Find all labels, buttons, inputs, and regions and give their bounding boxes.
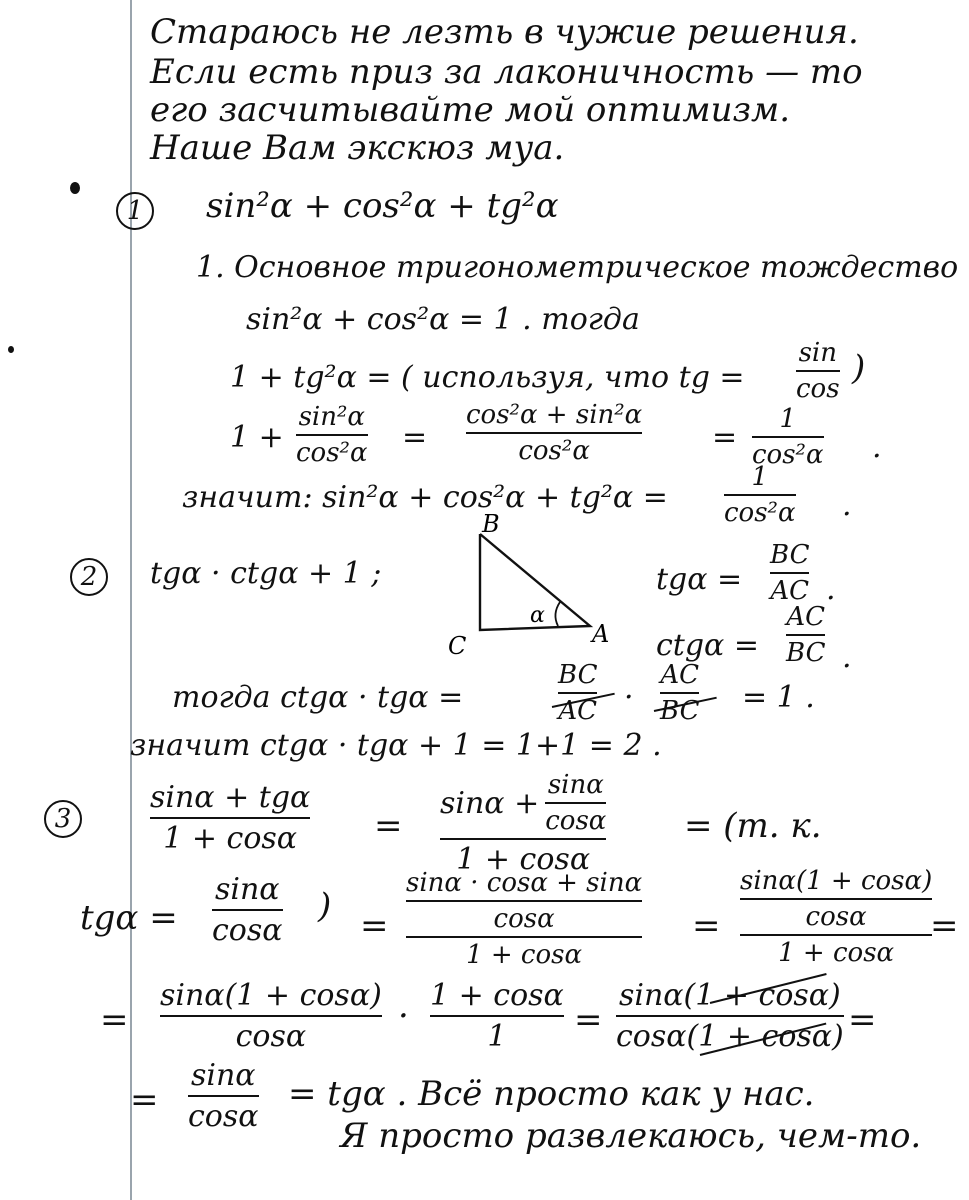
problem-3-marker: 3 xyxy=(44,800,82,838)
inner-denominator: cosα xyxy=(805,902,867,932)
inner-numerator: sinα(1 + cosα) xyxy=(740,866,933,896)
inner-fraction-bar xyxy=(740,898,932,900)
vertex-label-b: B xyxy=(482,510,500,538)
intro-line-2: Если есть приз за лаконичность — то xyxy=(150,52,863,92)
equals-sign: = xyxy=(848,1000,877,1040)
fraction-numerator: sinα xyxy=(214,872,280,907)
problem-2-ctg-def: ctgα = xyxy=(656,628,759,663)
problem-1-step2-left: 1 + xyxy=(230,420,284,455)
fraction-numerator: AC xyxy=(786,602,826,632)
problem-3-r2 xyxy=(406,868,642,970)
problem-1-tg-close: ) xyxy=(852,348,866,388)
fraction-bar xyxy=(786,634,825,636)
fraction-bar xyxy=(212,909,283,911)
intro-line-4: Наше Вам экскюз муа. xyxy=(150,128,565,168)
bullet-dot xyxy=(70,182,80,194)
angle-arc xyxy=(555,602,560,626)
numerator-term: sinα + xyxy=(440,785,540,821)
problem-2-then: тогда ctgα · tgα = xyxy=(172,680,464,715)
fraction-denominator: cos²α xyxy=(518,436,590,466)
multiply-dot: · xyxy=(398,996,409,1036)
problem-2-conclusion: значит ctgα · tgα + 1 = 1+1 = 2 . xyxy=(130,728,662,763)
fraction-numerator: AC xyxy=(660,660,700,690)
fraction-bar xyxy=(558,692,597,694)
fraction-denominator: BC xyxy=(660,696,700,726)
stray-dot xyxy=(8,346,14,353)
equals-sign: = xyxy=(712,420,738,455)
inner-fraction-bar xyxy=(406,900,642,902)
problem-2-tg-frac xyxy=(770,540,809,606)
fraction-bar xyxy=(616,1015,844,1017)
fraction-denominator: AC xyxy=(558,696,598,726)
problem-3-tg-def-close: ) xyxy=(318,886,332,926)
problem-3-tg-def: tgα = xyxy=(80,898,178,938)
fraction-bar xyxy=(752,436,824,438)
fraction-numerator: BC xyxy=(770,540,810,570)
period: . xyxy=(826,572,836,607)
fraction-bar xyxy=(770,572,809,574)
fraction-bar xyxy=(440,838,606,840)
problem-2-expression: tgα · ctgα + 1 ; xyxy=(150,556,382,591)
fraction-numerator: 1 xyxy=(751,462,769,492)
fraction-numerator: 1 + cosα xyxy=(430,978,564,1013)
problem-1-marker: 1 xyxy=(116,192,154,230)
fraction-bar xyxy=(406,936,642,938)
problem-1-conclusion-frac xyxy=(724,462,796,528)
nested-fraction xyxy=(545,770,606,836)
problem-1-expression: sin²α + cos²α + tg²α xyxy=(206,186,559,226)
fraction-numerator: sinα + tgα xyxy=(150,780,311,815)
fraction-denominator: cosα xyxy=(545,806,607,836)
problem-3-final: = tgα . Всё просто как у нас. xyxy=(288,1074,815,1114)
fraction-denominator: cos²α xyxy=(724,498,796,528)
equals-sign: = xyxy=(100,1000,129,1040)
period: . xyxy=(872,430,882,465)
fraction-numerator: sinα xyxy=(547,770,604,800)
fraction-numerator: sinα(1 + cosα) xyxy=(160,978,382,1013)
fraction-denominator: cosα xyxy=(212,913,283,948)
fraction-numerator: 1 xyxy=(779,404,797,434)
right-triangle-diagram xyxy=(440,510,630,660)
fraction-denominator: cos²α xyxy=(296,438,368,468)
fraction-denominator: 1 + cosα xyxy=(163,821,298,856)
problem-3-r1-tail: = (т. к. xyxy=(684,806,822,846)
period: . xyxy=(842,488,852,523)
fraction-denominator: BC xyxy=(786,638,826,668)
fraction-numerator xyxy=(740,866,932,932)
period: . xyxy=(842,640,852,675)
fraction-numerator: sin²α xyxy=(298,402,365,432)
fraction-denominator: cosα xyxy=(188,1099,259,1134)
problem-3-l4-frac3 xyxy=(616,978,844,1054)
multiply-dot: · xyxy=(624,680,634,715)
fraction-numerator: sinα xyxy=(190,1058,256,1093)
equals-sign: = xyxy=(360,906,389,946)
problem-1-tg-line: 1 + tg²α = ( используя, что tg = xyxy=(230,360,745,395)
fraction-denominator: cosα(1 + cosα) xyxy=(616,1019,844,1054)
fraction-bar xyxy=(466,432,642,434)
fraction-denominator: cos²α xyxy=(752,440,824,470)
fraction-numerator: sinα(1 + cosα) xyxy=(618,978,841,1013)
fraction-denominator: 1 + cosα xyxy=(456,842,591,877)
problem-3-r1 xyxy=(440,770,606,877)
vertex-label-c: C xyxy=(448,632,467,660)
problem-1-step-title: 1. Основное тригонометрическое тождество xyxy=(196,250,959,285)
equals-sign: = xyxy=(402,420,428,455)
problem-2-result: = 1 . xyxy=(742,680,815,715)
fraction-denominator: AC xyxy=(770,576,810,606)
intro-line-1: Стараюсь не лезть в чужие решения. xyxy=(150,12,859,52)
fraction-bar xyxy=(660,692,699,694)
fraction-numerator: BC xyxy=(558,660,598,690)
vertex-label-a: A xyxy=(592,620,610,648)
fraction-bar xyxy=(796,370,840,372)
problem-3-l4-frac2 xyxy=(430,978,564,1054)
margin-line xyxy=(130,0,132,1200)
fraction-bar xyxy=(724,494,796,496)
fraction-bar xyxy=(430,1015,564,1017)
problem-2-then-frac1 xyxy=(558,660,597,726)
problem-3-lhs xyxy=(150,780,310,856)
fraction-bar xyxy=(296,434,368,436)
fraction-bar xyxy=(188,1095,259,1097)
fraction-denominator: 1 + cosα xyxy=(778,938,895,968)
problem-3-closing-note: Я просто развлекаюсь, чем-то. xyxy=(340,1116,922,1156)
fraction-numerator xyxy=(406,868,642,934)
equals-sign: = xyxy=(130,1080,159,1120)
problem-3-tg-def-frac xyxy=(212,872,283,948)
fraction-bar xyxy=(740,934,932,936)
problem-2-then-frac2 xyxy=(660,660,699,726)
fraction-bar xyxy=(150,817,310,819)
problem-1-step2-frac3 xyxy=(752,404,824,470)
equals-sign: = xyxy=(692,906,721,946)
inner-denominator: cosα xyxy=(493,904,555,934)
problem-1-conclusion: значит: sin²α + cos²α + tg²α = xyxy=(182,480,668,515)
fraction-denominator: cosα xyxy=(235,1019,307,1054)
fraction-denominator: 1 + cosα xyxy=(466,940,583,970)
equals-sign: = xyxy=(930,906,959,946)
fraction-numerator xyxy=(440,770,606,836)
problem-2-ctg-frac xyxy=(786,602,825,668)
fraction-bar xyxy=(545,802,606,804)
inner-numerator: sinα · cosα + sinα xyxy=(406,868,643,898)
angle-label: α xyxy=(530,603,545,628)
problem-2-marker: 2 xyxy=(70,558,108,596)
problem-1-tg-fraction xyxy=(796,338,840,404)
fraction-denominator: cos xyxy=(796,374,840,404)
equals-sign: = xyxy=(374,806,403,846)
equals-sign: = xyxy=(574,1000,603,1040)
problem-3-l4-frac1 xyxy=(160,978,382,1054)
fraction-denominator: 1 xyxy=(487,1019,507,1054)
intro-line-3: его засчитывайте мой оптимизм. xyxy=(150,90,791,130)
fraction-numerator: sin xyxy=(798,338,837,368)
fraction-bar xyxy=(160,1015,382,1017)
problem-1-identity: sin²α + cos²α = 1 . тогда xyxy=(246,302,640,337)
problem-1-step2-frac1 xyxy=(296,402,368,468)
problem-1-step2-frac2 xyxy=(466,400,642,466)
problem-3-l5-frac xyxy=(188,1058,259,1134)
problem-3-r3 xyxy=(740,866,932,968)
problem-2-tg-def: tgα = xyxy=(656,562,743,597)
fraction-numerator: cos²α + sin²α xyxy=(466,400,643,430)
